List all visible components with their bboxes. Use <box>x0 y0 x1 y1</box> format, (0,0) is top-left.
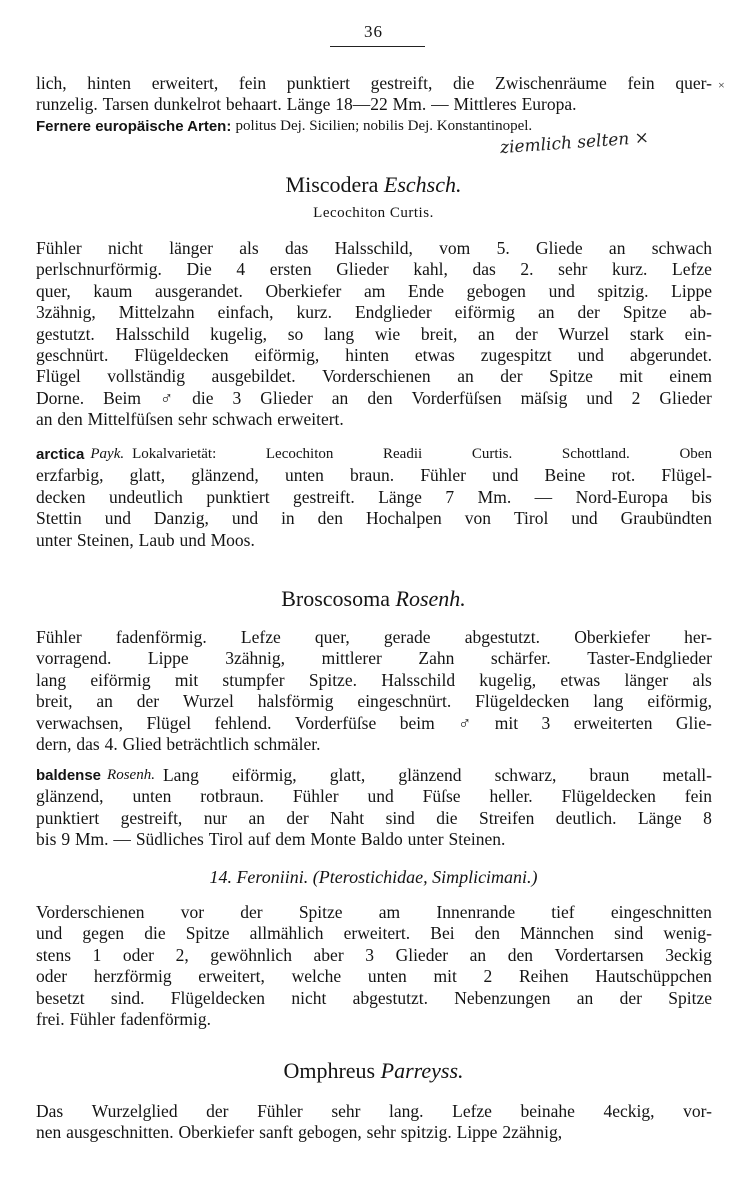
text-line: breit, an der Wurzel halsförmig eingeschnürt. Flügeldecken lang eiförmig, <box>36 691 712 712</box>
text-line: Dorne. Beim ♂ die 3 Glieder an den Vorderfüſsen mäſsig und 2 Glieder <box>36 387 712 408</box>
species-first-line <box>36 444 712 465</box>
species-first-line <box>36 765 712 786</box>
text-line: lich, hinten erweitert, fein punktiert gestreift, die Zwischenräume fein quer- <box>36 73 712 93</box>
intro-paragraph <box>36 73 712 137</box>
text-line: stens 1 oder 2, gewöhnlich aber 3 Glieder an den Vordertarsen 3eckig <box>36 944 712 965</box>
text-line: geschnürt. Flügeldecken eiförmig, hinten etwas zugespitzt und abgerundet. <box>36 345 712 366</box>
species-name: baldense <box>36 767 102 784</box>
species-arctica <box>36 444 712 551</box>
text-line: glänzend, unten rotbraun. Fühler und Füſse heller. Flügeldecken fein <box>36 786 712 807</box>
further-species-text: politus Dej. Sicilien; nobilis Dej. Konstantinopel. <box>235 117 533 134</box>
genus-heading-broscosoma: Broscosoma Rosenh. <box>281 586 466 611</box>
miscodera-description <box>36 238 712 431</box>
tribe-description <box>36 902 712 1030</box>
text-line: gestutzt. Halsschild kugelig, so lang wie breit, an der Wurzel stark ein- <box>36 323 712 344</box>
omphreus-description <box>36 1101 712 1144</box>
text-line: Flügel vollständig ausgebildet. Vorderschienen an der Spitze mit einem <box>36 366 712 387</box>
broscosoma-description <box>36 627 712 755</box>
text-line: verwachsen, Flügel fehlend. Vorderfüſse beim ♂ mit 3 erweiterten Glie- <box>36 712 712 733</box>
text-line: oder herzförmig erweitert, welche unten mit 2 Reihen Hautschüppchen <box>36 966 712 987</box>
species-first-text: Lokalvarietät: Lecochiton Readii Curtis. Schottland. Oben <box>132 446 712 462</box>
text-line: erzfarbig, glatt, glänzend, unten braun. Fühler und Beine rot. Flügel- <box>36 465 712 486</box>
text-line: nen ausgeschnitten. Oberkiefer sanft gebogen, sehr spitzig. Lippe 2zähnig, <box>36 1122 563 1143</box>
text-line: decken undeutlich punktiert gestreift. Länge 7 Mm. — Nord-Europa bis <box>36 486 712 507</box>
page-number: 36 <box>364 22 383 41</box>
genus-synonym: Lecochiton Curtis. <box>313 205 434 221</box>
text-line: quer, kaum ausgerandet. Oberkiefer am Ende gebogen und spitzig. Lippe <box>36 280 712 301</box>
text-line: dern, das 4. Glied beträchtlich schmäler. <box>36 734 321 755</box>
text-line: Fühler nicht länger als das Halsschild, vom 5. Gliede an schwach <box>36 238 712 258</box>
handwritten-note: ziemlich selten × <box>499 127 650 159</box>
species-baldense <box>36 765 712 851</box>
species-name: arctica <box>36 446 85 463</box>
text-line: bis 9 Mm. — Südliches Tirol auf dem Monte Baldo unter Steinen. <box>36 829 506 850</box>
text-line: lang eiförmig mit stumpfer Spitze. Halsschild kugelig, etwas länger als <box>36 669 712 690</box>
text-line: punktiert gestreift, nur an der Naht sind die Streifen deutlich. Länge 8 <box>36 807 712 828</box>
header-rule <box>330 46 425 47</box>
genus-heading-miscodera: Miscodera Eschsch. <box>285 172 462 197</box>
text-line: und gegen die Spitze allmählich erweitert. Bei den Männchen sind wenig- <box>36 923 712 944</box>
species-first-text: Lang eiförmig, glatt, glänzend schwarz, braun metall- <box>162 765 712 785</box>
text-line: runzelig. Tarsen dunkelrot behaart. Länge 18—22 Mm. — Mittleres Europa. <box>36 94 577 115</box>
text-line: vorragend. Lippe 3zähnig, mittlerer Zahn schärfer. Taster-Endglieder <box>36 648 712 669</box>
text-line: 3zähnig, Mittelzahn einfach, kurz. Endglieder eiförmig an der Spitze ab- <box>36 302 712 323</box>
text-line: Das Wurzelglied der Fühler sehr lang. Lefze beinahe 4eckig, vor- <box>36 1101 712 1121</box>
text-line: besetzt sind. Flügeldecken nicht abgestutzt. Nebenzungen an der Spitze <box>36 987 712 1008</box>
text-line: frei. Fühler fadenförmig. <box>36 1009 212 1030</box>
text-line: perlschnurförmig. Die 4 ersten Glieder kahl, das 2. sehr kurz. Lefze <box>36 259 712 280</box>
genus-heading-omphreus: Omphreus Parreyss. <box>283 1058 464 1083</box>
tribe-heading: 14. Feroniini. (Pterostichidae, Simplicimani.) <box>209 867 538 887</box>
text-line: Fühler fadenförmig. Lefze quer, gerade abgestutzt. Oberkiefer her- <box>36 627 712 647</box>
species-author: Payk. <box>90 446 125 462</box>
species-author: Rosenh. <box>107 767 155 783</box>
text-line: an den Mittelfüſsen sehr schwach erweitert. <box>36 409 344 430</box>
text-line: unter Steinen, Laub und Moos. <box>36 529 255 550</box>
margin-mark: × <box>718 78 725 92</box>
text-line: Vorderschienen vor der Spitze am Innenrande tief eingeschnitten <box>36 902 712 922</box>
further-species-label: Fernere europäische Arten: <box>36 117 232 135</box>
text-line: Stettin und Danzig, und in den Hochalpen von Tirol und Graubündten <box>36 508 712 529</box>
